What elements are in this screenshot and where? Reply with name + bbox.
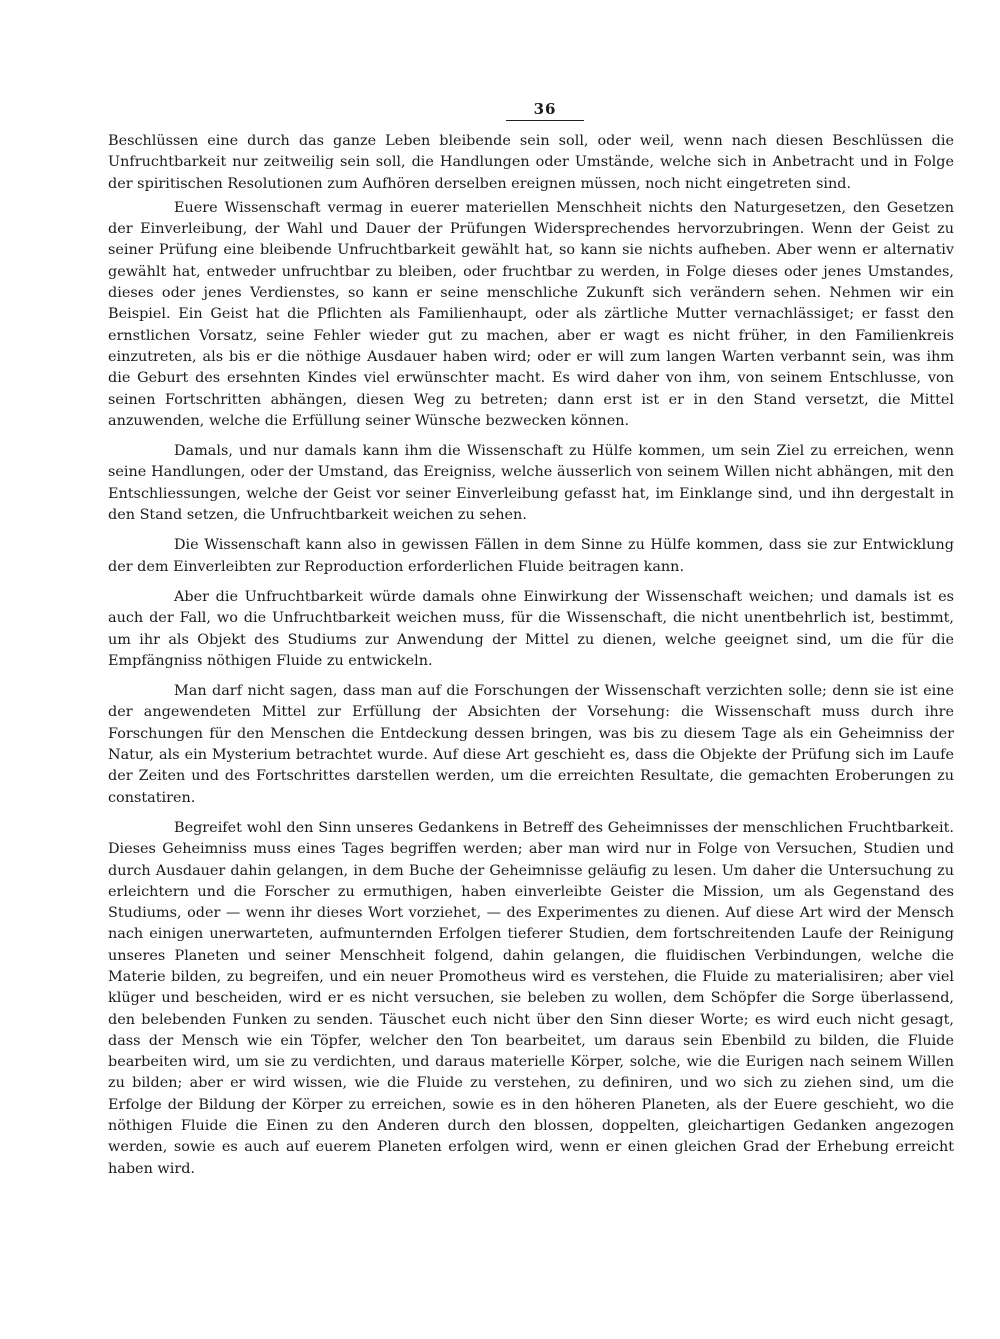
paragraph: Die Wissenschaft kann also in gewissen Fällen in dem Sinne zu Hülfe kommen, dass sie zur Entwicklung der dem Einverleibten zur Reproduction erforderlichen Fluide beitragen kann. [108,537,954,575]
paragraph: Man darf nicht sagen, dass man auf die Forschungen der Wissenschaft verzichten solle; denn sie ist eine der angewendeten Mittel zur Erfüllung der Absichten der Vorsehung: die Wissenschaft muss durch ihre Forschungen für den Menschen die Entdeckung dessen bringen, was bis zu diesem Tage als ein Geheimniss der Natur, als ein Mysterium betrachtet wurde. Auf diese Art geschieht es, dass die Objekte der Prüfung sich im Laufe der Zeiten und des Fortschrittes darstellen werden, um die erreichten Resultate, die gemachten Eroberungen zu constatiren. [108,683,954,806]
paragraph: Damals, und nur damals kann ihm die Wissenschaft zu Hülfe kommen, um sein Ziel zu erreichen, wenn seine Handlungen, oder der Umstand, das Ereigniss, welche äusserlich von seinem Willen nicht abhängen, mit den Entschliessungen, welche der Geist vor seiner Einverleibung gefasst hat, im Einklange sind, und ihn dergestalt in den Stand setzen, die Unfruchtbarkeit weichen zu sehen. [108,443,954,524]
paragraph: Euere Wissenschaft vermag in euerer materiellen Menschheit nichts den Naturgesetzen, den Gesetzen der Einverleibung, der Wahl und Dauer der Prüfungen Widersprechendes hervorzubringen. Wenn der Geist zu seiner Prüfung eine bleibende Unfruchtbarkeit gewählt hat, so kann sie nichts aufheben. Aber wenn er alternativ gewählt hat, entweder unfruchtbar zu bleiben, oder fruchtbar zu werden, in Folge dieses oder jenes Umstandes, dieses oder jenes Verdienstes, so kann er seine menschliche Zukunft sich verändern sehen. Nehmen wir ein Beispiel. Ein Geist hat die Pflichten als Familienhaupt, oder als zärtliche Mutter vernachlässiget; er fasst den ernstlichen Vorsatz, seine Fehler wieder gut zu machen, aber er wagt es nicht früher, in den Familienkreis einzutreten, als bis er die nöthige Ausdauer haben wird; oder er will zum langen Warten verbannt sein, was ihm die Geburt des ersehnten Kindes viel erwünschter macht. Es wird daher von ihm, von seinem Entschlusse, von seinen Fortschritten abhängen, diesen Weg zu betreten; dann erst ist er in den Stand versetzt, die Mittel anzuwenden, welche die Erfüllung seiner Wünsche bezwecken können. [108,199,954,429]
page-number: 36 [533,100,557,118]
body-text [108,131,954,1180]
paragraph-continued: Beschlüssen eine durch das ganze Leben bleibende sein soll, oder weil, wenn nach diesen Beschlüssen die Unfruchtbarkeit nur zeitweilig sein soll, die Handlungen oder Umstände, welche sich in Anbetracht und in Folge der spiritischen Resolutionen zum Aufhören derselben ereignen müssen, noch nicht eingetreten sind. [108,133,954,192]
paragraph: Begreifet wohl den Sinn unseres Gedankens in Betreff des Geheimnisses der menschlichen Fruchtbarkeit. Dieses Geheimniss muss eines Tages begriffen werden; aber man wird nur in Folge von Versuchen, Studien und durch Ausdauer dahin gelangen, in dem Buche der Geheimnisse geläufig zu lesen. Um daher die Untersuchung zu erleichtern und die Forscher zu ermuthigen, haben einverleibte Geister die Mission, um als Gegenstand des Studiums, oder — wenn ihr dieses Wort vorziehet, — des Experimentes zu dienen. Auf diese Art wird der Mensch nach einigen unerwarteten, aufmunternden Erfolgen tieferer Studien, dem fortschreitenden Laufe der Reinigung unseres Planeten und seiner Menschheit folgend, dahin gelangen, die fluidischen Verbindungen, welche die Materie bilden, zu begreifen, und ein neuer Promotheus wird es verstehen, die Fluide zu materialisiren; aber viel klüger und bescheiden, wird er es nicht versuchen, sie beleben zu wollen, dem Schöpfer die Sorge überlassend, den belebenden Funken zu senden. Täuschet euch nicht über den Sinn dieser Worte; es wird euch nicht gesagt, dass der Mensch wie ein Töpfer, welcher den Ton bearbeitet, um daraus sein Ebenbild zu bilden, die Fluide bearbeiten wird, um sie zu verdichten, und daraus materielle Körper, solche, wie die Eurigen nach seinem Willen zu bilden; aber er wird wissen, wie die Fluide zu verstehen, zu definiren, und wo sich zu ziehen sind, um die Erfolge der Bildung der Körper zu erreichen, sowie es in den höheren Planeten, als der Euere geschieht, wo die nöthigen Fluide die Einen zu den Anderen durch den blossen, doppelten, gleichartigen Gedanken angezogen werden, sowie es auch auf euerem Planeten erfolgen wird, wenn er einen gleichen Grad der Erhebung erreicht haben wird. [108,819,954,1177]
page-number-rule [506,120,584,121]
paragraph: Aber die Unfruchtbarkeit würde damals ohne Einwirkung der Wissenschaft weichen; und damals ist es auch der Fall, wo die Unfruchtbarkeit weichen muss, für die Wissenschaft, die nicht unentbehrlich ist, bestimmt, um ihr als Objekt des Studiums zur Anwendung der Mittel zu dienen, welche geeignet sind, um die für die Empfängniss nöthigen Fluide zu entwickeln. [108,588,954,669]
